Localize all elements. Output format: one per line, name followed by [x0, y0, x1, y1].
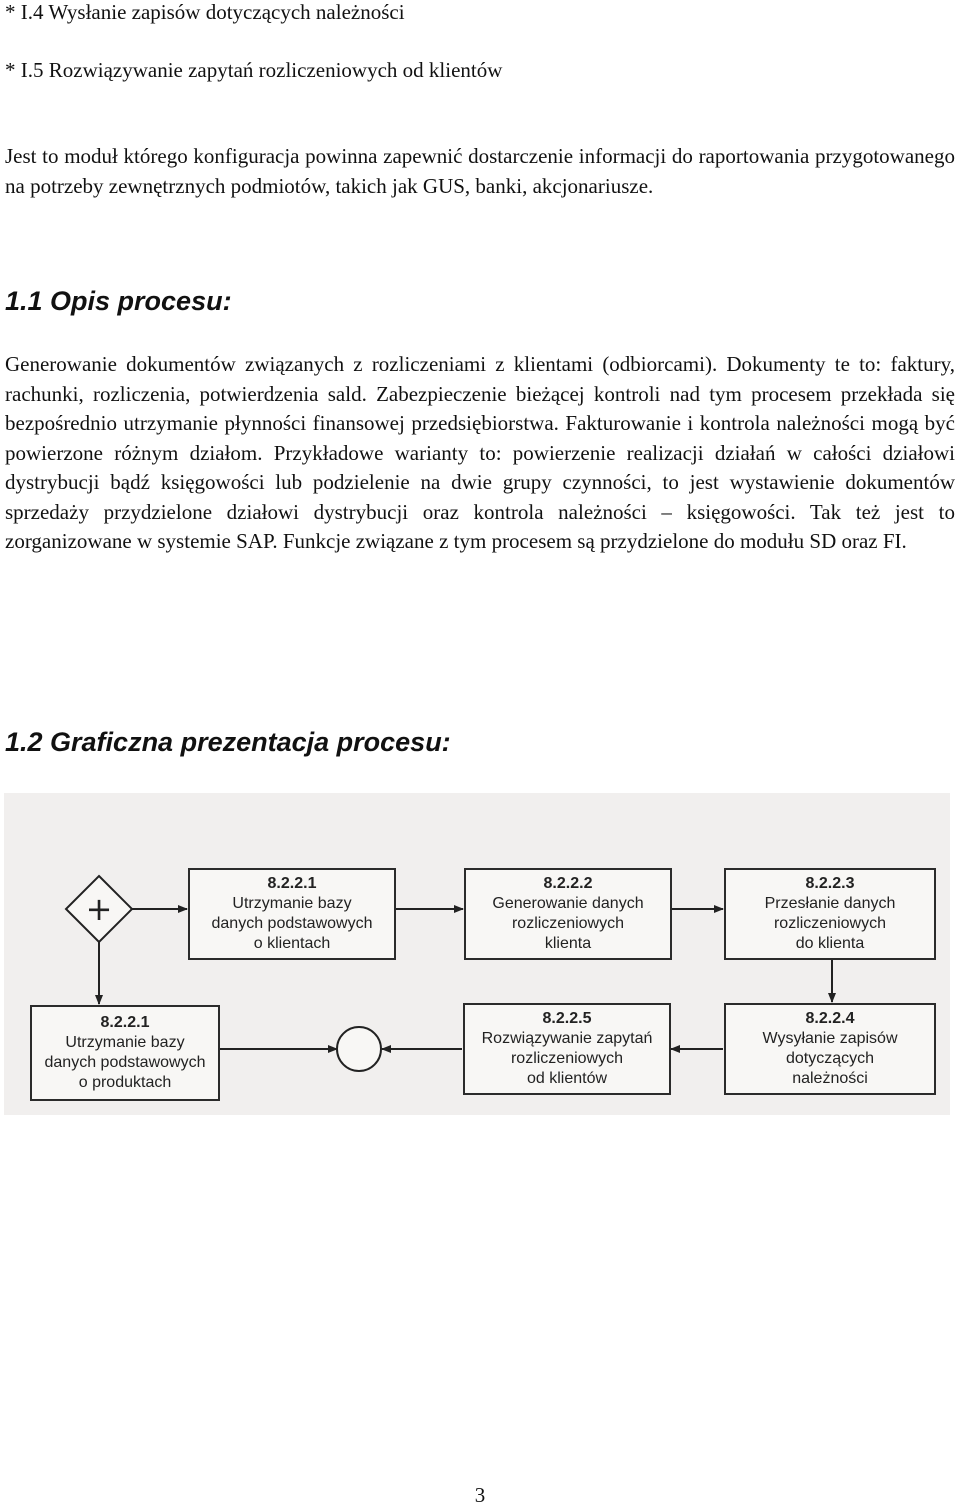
process-box-8-2-2-3 [724, 868, 936, 960]
end-event-circle [337, 1027, 381, 1071]
process-code: 8.2.2.3 [805, 875, 855, 892]
gateway-plus-icon: + [85, 890, 113, 928]
process-diagram [4, 793, 950, 1115]
page-number: 3 [474, 1483, 486, 1507]
process-box-8-2-2-1-klienci [188, 868, 396, 960]
process-code: 8.2.2.1 [100, 1014, 150, 1031]
process-label: Przesłanie danych rozliczeniowych do klienta [764, 895, 896, 952]
process-box-8-2-2-5 [463, 1003, 671, 1095]
process-label: Wysyłanie zapisów dotyczących należności [762, 1030, 898, 1087]
list-item-1: * I.4 Wysłanie zapisów dotyczących należności [5, 0, 405, 24]
section-heading-opis: 1.1 Opis procesu: [5, 286, 232, 316]
process-code: 8.2.2.2 [543, 875, 593, 892]
process-label: Rozwiązywanie zapytań rozliczeniowych od klientów [481, 1030, 653, 1087]
process-box-8-2-2-2 [464, 868, 672, 960]
process-code: 8.2.2.4 [805, 1010, 855, 1027]
process-code: 8.2.2.5 [542, 1010, 592, 1027]
process-label: Utrzymanie bazy danych podstawowych o produktach [44, 1034, 206, 1091]
list-item-2: * I.5 Rozwiązywanie zapytań rozliczeniowych od klientów [5, 58, 503, 82]
section-body-opis: Generowanie dokumentów związanych z rozliczeniami z klientami (odbiorcami). Dokumenty te to: faktury, rachunki, rozliczenia, potwierdzenia sald. Zabezpieczenie bieżącej kontroli nad tym procesem przekłada się bezpośrednio utrzymanie płynności finansowej przedsiębiorstwa. Fakturowanie i kontrola należności mogą być powierzone różnym działom. Przykładowe warianty to: powierzenie realizacji działań w całości działowi dystrybucji bądź księgowości lub podzielenie na dwie grupy czynności, to jest wystawienie dokumentów sprzedaży przydzielone działowi dystrybucji oraz kontrola należności – księgowości. Tak też jest to zorganizowane w systemie SAP. Funkcje związane z tym procesem są przydzielone do modułu SD oraz FI. [5, 352, 955, 553]
section-heading-graficzna: 1.2 Graficzna prezentacja procesu: [5, 727, 451, 757]
process-code: 8.2.2.1 [267, 875, 317, 892]
intro-paragraph: Jest to moduł którego konfiguracja powinna zapewnić dostarczenie informacji do raportowania przygotowanego na potrzeby zewnętrznych podmiotów, takich jak GUS, banki, akcjonariusze. [5, 144, 955, 198]
process-label: Utrzymanie bazy danych podstawowych o klientach [211, 895, 373, 952]
process-box-8-2-2-1-produkty [30, 1005, 220, 1101]
process-box-8-2-2-4 [724, 1003, 936, 1095]
process-label: Generowanie danych rozliczeniowych klienta [492, 895, 644, 952]
